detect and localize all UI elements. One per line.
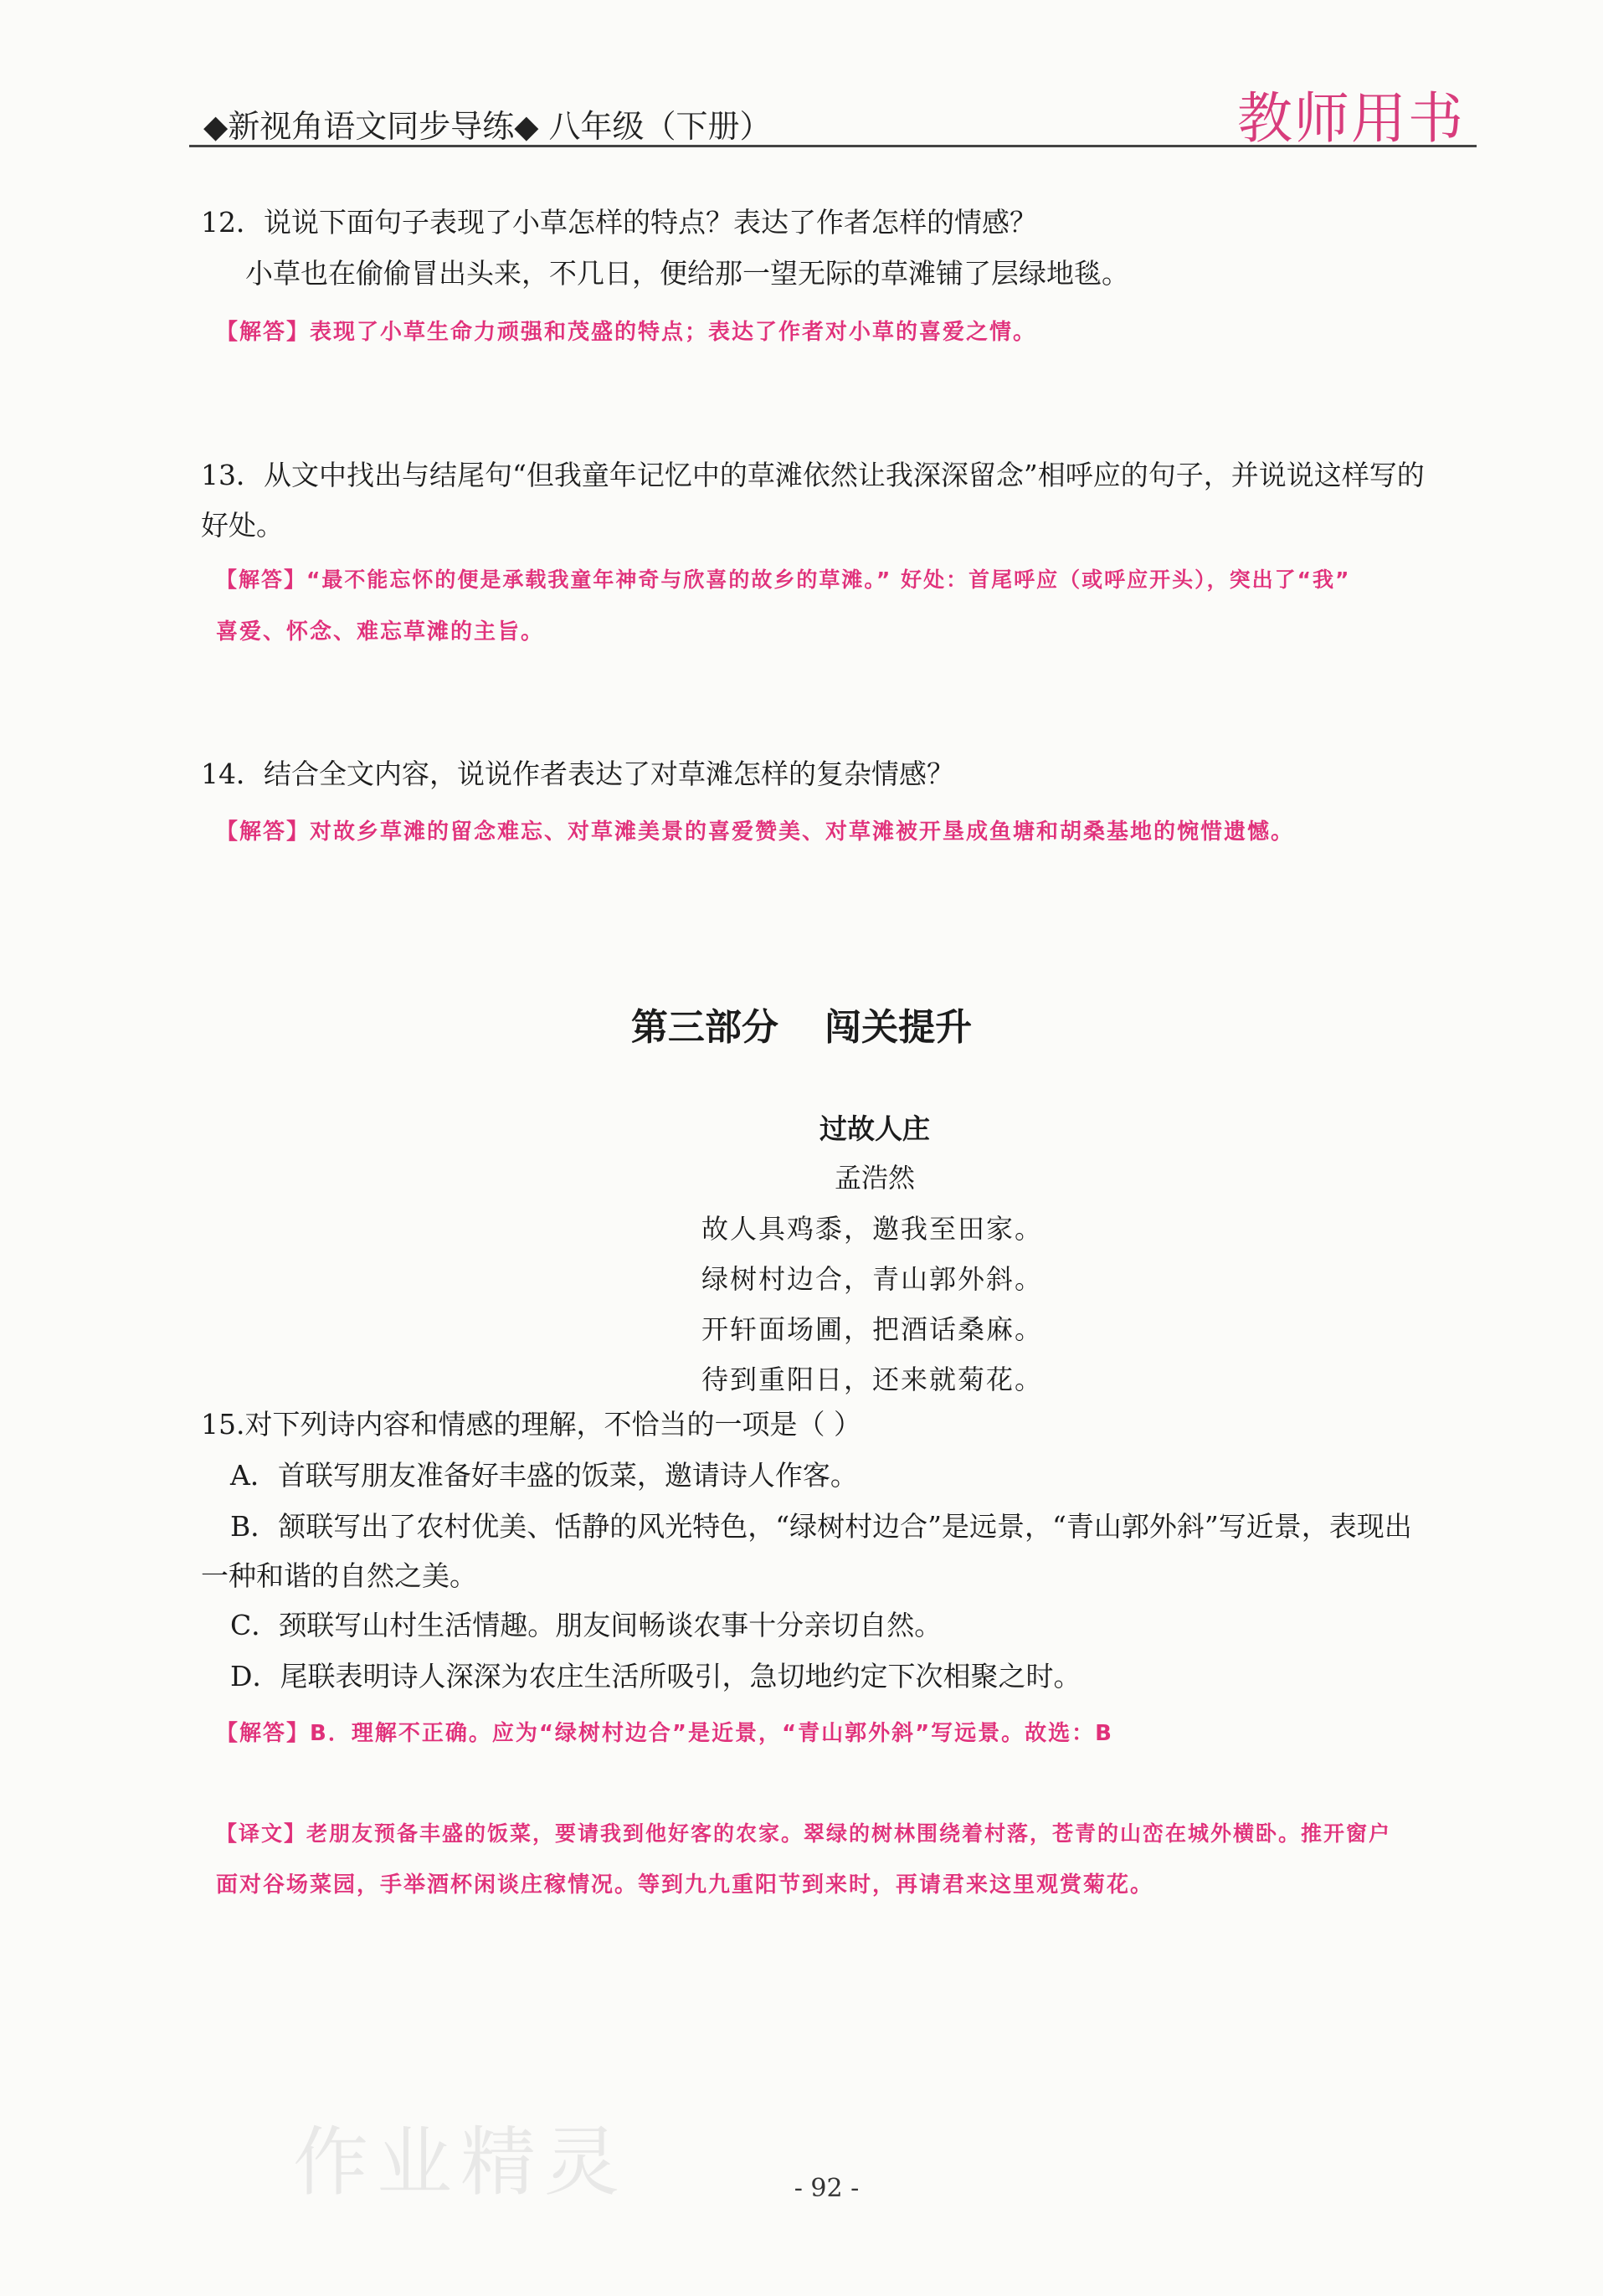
poem-line: 开轩面场圃，把酒话桑麻。 bbox=[701, 1313, 1044, 1345]
poem-line: 故人具鸡黍，邀我至田家。 bbox=[701, 1213, 1044, 1245]
option-a: A．首联写朋友准备好丰盛的饭菜，邀请诗人作客。 bbox=[230, 1459, 858, 1492]
answer-12: 【解答】表现了小草生命力顽强和茂盛的特点；表达了作者对小草的喜爱之情。 bbox=[216, 320, 1037, 345]
answer-14: 【解答】对故乡草滩的留念难忘、对草滩美景的喜爱赞美、对草滩被开垦成鱼塘和胡桑基地的惋惜遗憾。 bbox=[216, 819, 1295, 845]
option-b: B．颔联写出了农村优美、恬静的风光特色，“绿树村边合”是远景，“青山郭外斜”写近景，表现出 bbox=[230, 1510, 1412, 1543]
translation: 【译文】老朋友预备丰盛的饭菜，要请我到他好客的农家。翠绿的树林围绕着村落，苍青的山峦在城外横卧。推开窗户 bbox=[216, 1821, 1392, 1846]
answer-13-cont: 喜爱、怀念、难忘草滩的主旨。 bbox=[216, 619, 545, 645]
answer-15: 【解答】B．理解不正确。应为“绿树村边合”是近景，“青山郭外斜”写远景。故选：B bbox=[216, 1721, 1113, 1746]
teacher-edition-badge: 教师用书 bbox=[1237, 86, 1465, 151]
header-divider bbox=[189, 145, 1477, 147]
poem-line: 绿树村边合，青山郭外斜。 bbox=[701, 1263, 1044, 1295]
translation-cont: 面对谷场菜园，手举酒杯闲谈庄稼情况。等到九九重阳节到来时，再请君来这里观赏菊花。 bbox=[216, 1872, 1154, 1898]
option-d: D．尾联表明诗人深深为农庄生活所吸引，急切地约定下次相聚之时。 bbox=[230, 1660, 1082, 1692]
question-15: 15.对下列诗内容和情感的理解，不恰当的一项是（ ） bbox=[201, 1408, 861, 1441]
header-title: ◆新视角语文同步导练◆ 八年级（下册） bbox=[203, 108, 772, 145]
question-14: 14．结合全文内容，说说作者表达了对草滩怎样的复杂情感？ bbox=[201, 758, 954, 790]
option-c: C．颈联写山村生活情趣。朋友间畅谈农事十分亲切自然。 bbox=[230, 1609, 943, 1641]
question-13-cont: 好处。 bbox=[201, 509, 284, 542]
question-12: 12．说说下面句子表现了小草怎样的特点？表达了作者怎样的情感？ bbox=[201, 206, 1037, 239]
answer-13: 【解答】“最不能忘怀的便是承载我童年神奇与欣喜的故乡的草滩。” 好处：首尾呼应（或呼应开头），突出了“我” bbox=[216, 568, 1351, 592]
poem-author: 孟浩然 bbox=[834, 1162, 915, 1194]
poem-line: 待到重阳日，还来就菊花。 bbox=[701, 1364, 1044, 1395]
section-title: 第三部分 闯关提升 bbox=[630, 1006, 973, 1049]
watermark-logo: 作业精灵 bbox=[293, 2119, 628, 2206]
question-13: 13．从文中找出与结尾句“但我童年记忆中的草滩依然让我深深留念”相呼应的句子，并说说这样写的 bbox=[201, 459, 1425, 491]
option-b-cont: 一种和谐的自然之美。 bbox=[201, 1559, 477, 1592]
poem-title: 过故人庄 bbox=[819, 1112, 930, 1145]
question-12-sentence: 小草也在偷偷冒出头来，不几日，便给那一望无际的草滩铺了层绿地毯。 bbox=[245, 257, 1129, 290]
page-number: - 92 - bbox=[794, 2174, 860, 2203]
